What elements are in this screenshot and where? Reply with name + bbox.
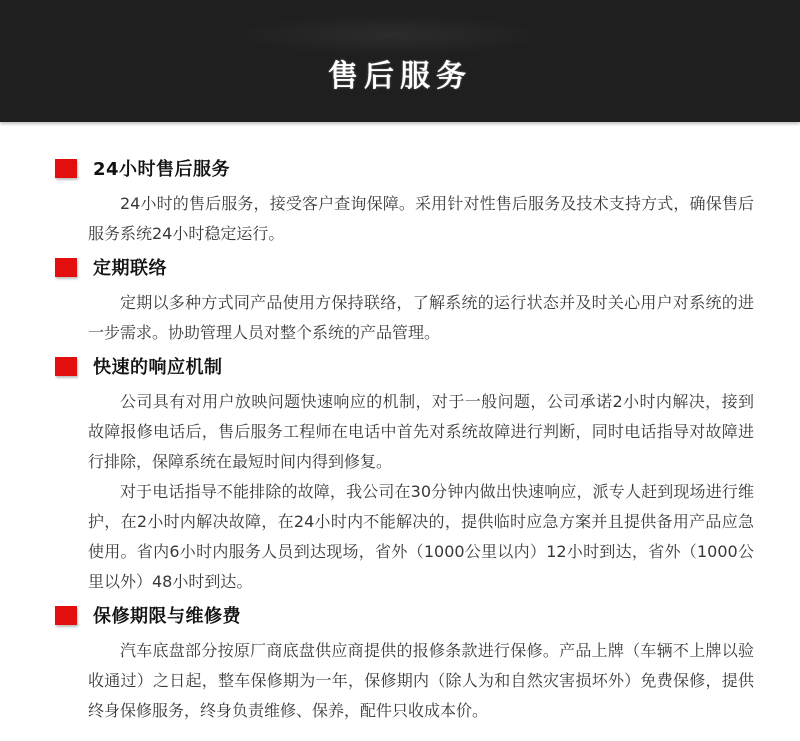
section-heading-row bbox=[55, 352, 754, 380]
section-paragraph: 汽车底盘部分按原厂商底盘供应商提供的报修条款进行保修。产品上牌（车辆不上牌以验收通过）之日起，整车保修期为一年，保修期内（除人为和自然灾害损坏外）免费保修，提供终身保修服务，终身负责维修、保养，配件只收成本价。 bbox=[88, 641, 754, 720]
section-heading-row bbox=[55, 253, 754, 281]
section-heading: 24小时售后服务 bbox=[93, 159, 231, 180]
section-24h-service bbox=[55, 154, 754, 249]
section-paragraph: 公司具有对用户放映问题快速响应的机制，对于一般问题，公司承诺2小时内解决，接到故障报修电话后，售后服务工程师在电话中首先对系统故障进行判断，同时电话指导对故障进行排除，保障系统在最短时间内得到修复。 bbox=[88, 392, 754, 471]
section-heading-row bbox=[55, 601, 754, 629]
section-heading-row bbox=[55, 154, 754, 182]
section-regular-contact bbox=[55, 253, 754, 348]
red-square-bullet-icon bbox=[55, 159, 77, 178]
page-title: 售后服务 bbox=[328, 59, 472, 94]
red-square-bullet-icon bbox=[55, 606, 77, 625]
red-square-bullet-icon bbox=[55, 357, 77, 376]
section-fast-response bbox=[55, 352, 754, 597]
section-paragraph: 24小时的售后服务，接受客户查询保障。采用针对性售后服务及技术支持方式，确保售后服务系统24小时稳定运行。 bbox=[88, 194, 754, 243]
section-heading: 定期联络 bbox=[93, 258, 167, 279]
section-heading: 保修期限与维修费 bbox=[93, 606, 241, 627]
content-area bbox=[0, 122, 800, 726]
section-warranty-fees bbox=[55, 601, 754, 726]
section-heading: 快速的响应机制 bbox=[93, 357, 223, 378]
header-band bbox=[0, 0, 800, 122]
section-paragraph: 对于电话指导不能排除的故障，我公司在30分钟内做出快速响应，派专人赶到现场进行维护，在2小时内解决故障，在24小时内不能解决的，提供临时应急方案并且提供备用产品应急使用。省内6小时内服务人员到达现场，省外（1000公里以内）12小时到达，省外（1000公里以外）48小时到达。 bbox=[88, 482, 754, 591]
section-paragraph: 定期以多种方式同产品使用方保持联络，了解系统的运行状态并及时关心用户对系统的进一步需求。协助管理人员对整个系统的产品管理。 bbox=[88, 293, 754, 342]
watermark-smudge bbox=[230, 14, 550, 56]
red-square-bullet-icon bbox=[55, 258, 77, 277]
